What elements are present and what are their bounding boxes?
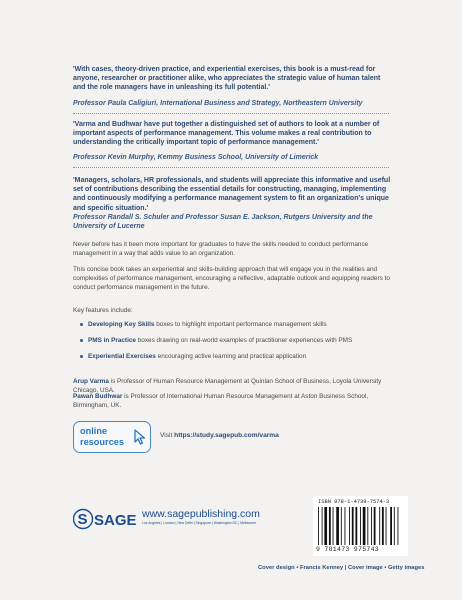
- cover-credits: Cover design • Francis Kenney | Cover image • Getty images: [258, 565, 425, 571]
- feature-title: PMS in Practice: [88, 337, 136, 344]
- quote-2: 'Varma and Budhwar have put together a distinguished set of authors to look at a number of important aspects of performance management. This volume makes a real contribution to understanding the critically important topic of performance management.': [73, 121, 380, 147]
- quote-2-attribution: Professor Kevin Murphy, Kemmy Business School, University of Limerick: [73, 154, 319, 161]
- visit-line: [160, 432, 279, 439]
- feature-text: boxes drawing on real-world examples of practitioner experiences with PMS: [135, 337, 353, 344]
- resources-label: resources: [80, 436, 124, 447]
- online-label: online: [80, 426, 108, 436]
- author-name: Pawan Budhwar: [73, 393, 123, 400]
- cursor-icon: [133, 429, 147, 445]
- author-text: is Professor of International Human Resource Management at Aston Business School, Birmingham, UK.: [73, 393, 369, 409]
- barcode-digits: 9 781473 975743: [316, 546, 380, 553]
- feature-title: Developing Key Skills: [88, 321, 155, 328]
- barcode-bars: [316, 507, 405, 545]
- divider: [73, 113, 389, 114]
- quote-1: 'With cases, theory-driven practice, and experiential exercises, this book is a must-read for anyone, researcher or practitioner alike, who appreciates the strategic value of human talent and the role managers have in unleashing its full potential.': [73, 66, 381, 92]
- bullet-icon: [80, 355, 83, 358]
- feature-text: boxes to highlight important performance management skills: [154, 321, 327, 328]
- bullet-icon: [80, 339, 83, 342]
- sage-logo-text: SAGE: [94, 512, 137, 529]
- description-paragraph: This concise book takes an experiential and skills-building approach that will engage you in the realities and complexities of performance management, encouraging a reflective, adaptable outlook and equipping readers to conduct performance management in the future.: [73, 266, 390, 292]
- companion-website-link[interactable]: https://study.sagepub.com/varma: [174, 432, 279, 439]
- svg-text:S: S: [77, 511, 88, 528]
- author-name: Arup Varma: [73, 378, 109, 385]
- intro-paragraph: Never before has it been more important for graduates to have the skills needed to conduct performance management in a way that adds value to an organization.: [73, 241, 369, 258]
- bullet-icon: [80, 323, 83, 326]
- quote-3: 'Managers, scholars, HR professionals, and students will appreciate this informative and useful set of contributions describing the essential details for constructing, managing, implementing and continuously modifying a performance management system to fit an organization's unique and specific situation.': [73, 177, 391, 212]
- publisher-cities: Los Angeles | London | New Delhi | Singapore | Washington DC | Melbourne: [142, 521, 257, 525]
- feature-item: [80, 352, 306, 361]
- quote-1-attribution: Professor Paula Caligiuri, International Business and Strategy, Northeastern University: [73, 100, 363, 107]
- quote-3-attribution: Professor Randall S. Schuler and Professor Susan E. Jackson, Rutgers University and the University of Lucerne: [73, 214, 373, 230]
- online-resources-badge[interactable]: [73, 421, 151, 453]
- author-text: is Professor of Human Resource Management at Quinlan School of Business, Loyola University Chicago, USA.: [73, 378, 382, 394]
- online-resources-label: [80, 426, 124, 447]
- isbn: ISBN 978-1-4739-7574-3: [318, 499, 390, 505]
- visit-label: Visit: [160, 432, 175, 439]
- feature-item: [80, 336, 352, 345]
- divider: [73, 167, 389, 168]
- feature-text: encouraging active learning and practical application: [155, 353, 307, 360]
- author-bio: [73, 392, 403, 410]
- sage-logo: [73, 508, 139, 530]
- publisher-url[interactable]: www.sagepublishing.com: [142, 508, 260, 520]
- feature-title: Experiential Exercises: [88, 353, 156, 360]
- barcode: [313, 496, 408, 556]
- feature-item: [80, 320, 327, 329]
- features-intro: Key features include:: [73, 307, 133, 314]
